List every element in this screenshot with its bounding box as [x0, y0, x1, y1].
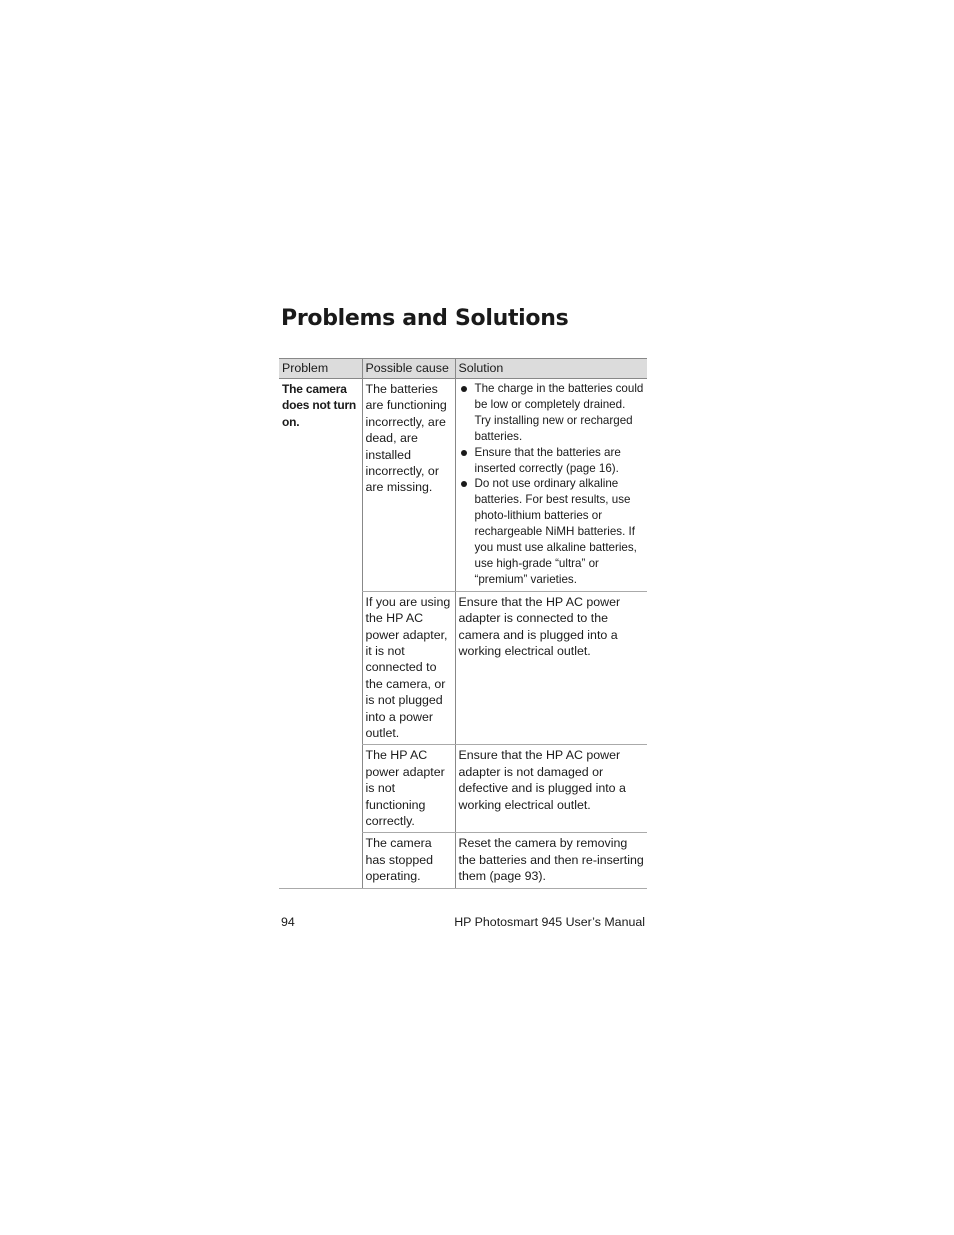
solution-cell: Ensure that the HP AC power adapter is connected to the camera and is plugged into a working electrical outlet.	[455, 591, 647, 745]
manual-title: HP Photosmart 945 User’s Manual	[454, 915, 645, 929]
page-title: Problems and Solutions	[281, 306, 569, 331]
problem-cell: The camera does not turn on.	[279, 379, 362, 889]
cause-cell: The HP AC power adapter is not functioning correctly.	[362, 745, 455, 833]
cause-cell: The batteries are functioning incorrectly, are dead, are installed incorrectly, or are missing.	[362, 379, 455, 592]
problems-table	[279, 358, 647, 889]
header-solution: Solution	[455, 359, 647, 379]
solution-cell	[455, 379, 647, 592]
solution-bullet: Ensure that the batteries are inserted correctly (page 16).	[459, 445, 645, 477]
cause-cell: The camera has stopped operating.	[362, 833, 455, 888]
solution-bullet-list	[459, 381, 645, 588]
solution-cell: Ensure that the HP AC power adapter is not damaged or defective and is plugged into a working electrical outlet.	[455, 745, 647, 833]
table-header-row	[279, 359, 647, 379]
solution-bullet: The charge in the batteries could be low or completely drained. Try installing new or recharged batteries.	[459, 381, 645, 445]
solution-cell: Reset the camera by removing the batteries and then re-inserting them (page 93).	[455, 833, 647, 888]
header-problem: Problem	[279, 359, 362, 379]
page-number: 94	[281, 915, 295, 929]
table-row	[279, 379, 647, 592]
header-possible-cause: Possible cause	[362, 359, 455, 379]
solution-bullet: Do not use ordinary alkaline batteries. For best results, use photo-lithium batteries or rechargeable NiMH batteries. If you must use alkaline batteries, use high-grade “ultra” or “premium” varieties.	[459, 476, 645, 587]
cause-cell: If you are using the HP AC power adapter, it is not connected to the camera, or is not plugged into a power outlet.	[362, 591, 455, 745]
